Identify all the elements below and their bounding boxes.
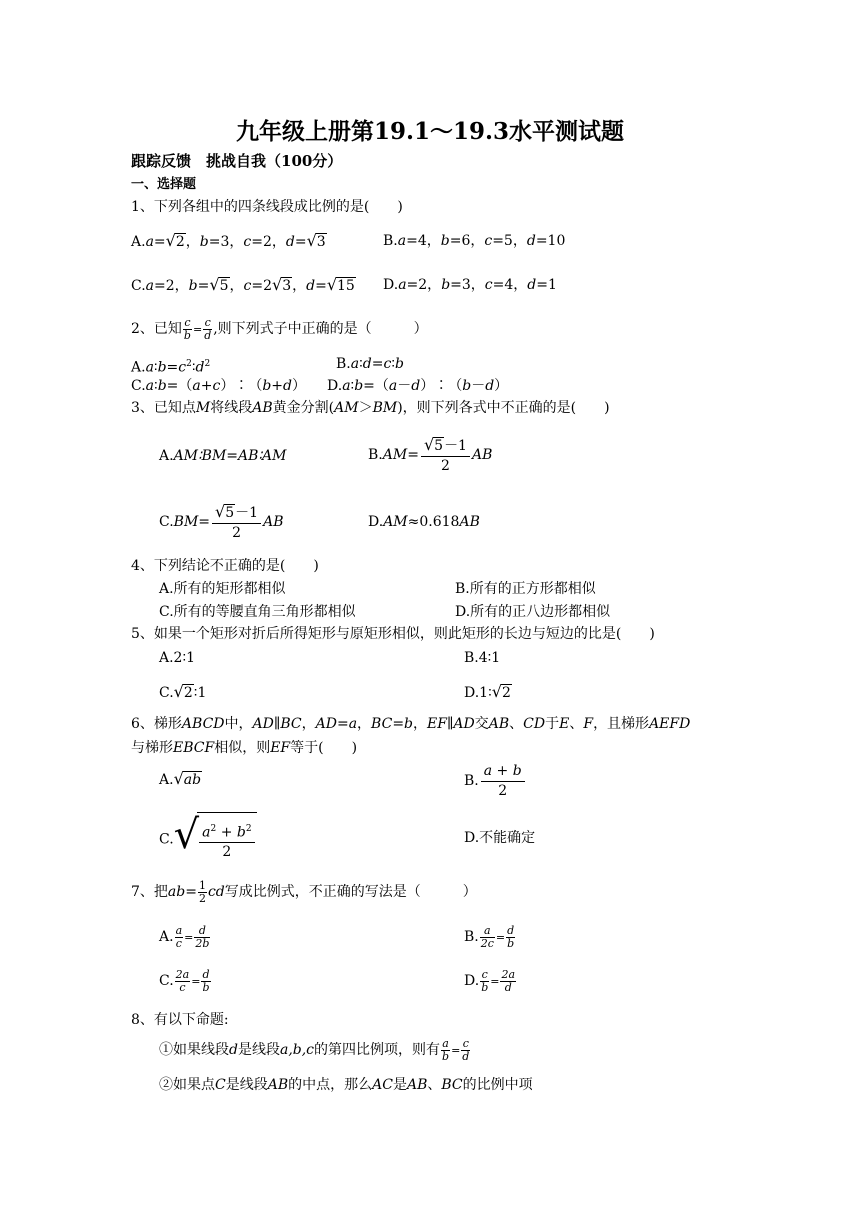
q1-option-c: C.a=2，b=√5，c=2√3，d=√15 xyxy=(131,275,355,294)
q5-option-d: D.1∶√2 xyxy=(464,682,511,701)
q4-option-b: B.所有的正方形都相似 xyxy=(455,581,596,597)
q6-option-b: B. $\frac{a + b}{2}$ xyxy=(464,758,527,804)
q5-option-c: C.√2∶1 xyxy=(159,682,207,701)
q6-option-d: D.不能确定 xyxy=(464,830,536,846)
fraction: $\frac{c}{b}$ xyxy=(183,315,191,342)
fraction: $\frac{a^2 + b^2}{2}$ xyxy=(199,820,254,863)
question-6-line-2: 与梯形EBCF相似，则EF等于( ) xyxy=(131,740,358,756)
section-heading: 一、选择题 xyxy=(131,177,197,192)
page-title: 九年级上册第19.1～19.3水平测试题 xyxy=(235,118,625,145)
question-1-stem: 1、下列各组中的四条线段成比例的是( ) xyxy=(131,199,403,215)
fraction: $\frac{1}{2}$ xyxy=(198,878,206,905)
sqrt-symbol: √ $\frac{a^2 + b^2}{2}$ xyxy=(174,812,257,867)
fraction: $\frac{c}{d}$ xyxy=(462,1036,470,1063)
fraction: $\frac{2a}{d}$ xyxy=(501,967,516,994)
fraction: $\frac{d}{2b}$ xyxy=(195,923,210,950)
fraction: $\frac{2a}{c}$ xyxy=(175,967,190,994)
q1-option-a: A.a=√2，b=3，c=2，d=√3 xyxy=(131,231,326,250)
q5-option-a: A.2∶1 xyxy=(159,650,196,666)
q6-option-c: C. √ $\frac{a^2 + b^2}{2}$ xyxy=(159,812,257,867)
fraction: $\frac{√5-1}{2}$ xyxy=(421,435,470,476)
question-3-stem: 3、已知点M将线段AB黄金分割(AM＞BM)，则下列各式中不正确的是( ) xyxy=(131,400,610,416)
sqrt-symbol: √ab xyxy=(173,769,202,788)
subtitle: 跟踪反馈 挑战自我（100分） xyxy=(131,152,343,170)
q1-option-d: D.a=2，b=3，c=4，d=1 xyxy=(383,277,557,293)
sqrt-symbol: √5 xyxy=(209,275,229,294)
q7-option-d: D. $\frac{c}{b}$ = $\frac{2a}{d}$ xyxy=(464,967,516,994)
fraction: $\frac{d}{b}$ xyxy=(507,923,515,950)
fraction: $\frac{c}{d}$ xyxy=(204,315,212,342)
q7-option-c: C. $\frac{2a}{c}$ = $\frac{d}{b}$ xyxy=(159,967,210,994)
q2-option-b: B.a∶d=c∶b xyxy=(336,356,404,372)
sqrt-symbol: √2 xyxy=(165,231,185,250)
fraction: $\frac{√5-1}{2}$ xyxy=(212,502,261,543)
sqrt-symbol: √15 xyxy=(326,275,355,294)
q6-option-a: A.√ab xyxy=(159,769,202,788)
q2-option-a: $A.a∶b=c^2∶d^2$ xyxy=(131,359,211,376)
question-5-stem: 5、如果一个矩形对折后所得矩形与原矩形相似，则此矩形的长边与短边的比是( ) xyxy=(131,626,655,642)
fraction: $\frac{c}{b}$ xyxy=(481,967,489,994)
fraction: $\frac{a + b}{2}$ xyxy=(481,762,525,801)
question-2-stem: 2、已知 $\frac{c}{b}$ = $\frac{c}{d}$ ,则下列式子中正确的是（ ） xyxy=(131,315,428,342)
question-4-stem: 4、下列结论不正确的是( ) xyxy=(131,558,319,574)
sqrt-symbol: √2 xyxy=(491,682,511,701)
q4-option-d: D.所有的正八边形都相似 xyxy=(455,604,611,620)
sqrt-symbol: √3 xyxy=(306,231,326,250)
fraction: $\frac{a}{b}$ xyxy=(442,1036,450,1063)
q7-option-a: A. $\frac{a}{c}$ = $\frac{d}{2b}$ xyxy=(159,923,210,950)
question-7-stem: 7、把ab= $\frac{1}{2}$ cd写成比例式，不正确的写法是（ ） xyxy=(131,878,477,905)
fraction: $\frac{a}{c}$ xyxy=(175,923,183,950)
q3-option-a: A.AM∶BM=AB∶AM xyxy=(159,448,287,464)
q4-option-c: C.所有的等腰直角三角形都相似 xyxy=(159,604,356,620)
q2-option-c: C.a∶b=（a+c）∶（b+d） xyxy=(131,378,306,394)
q3-option-d: D.AM≈0.618AB xyxy=(368,514,480,530)
q1-option-b: B.a=4，b=6，c=5，d=10 xyxy=(383,233,566,249)
fraction: $\frac{d}{b}$ xyxy=(202,967,210,994)
q4-option-a: A.所有的矩形都相似 xyxy=(159,581,286,597)
sqrt-symbol: √3 xyxy=(271,275,292,294)
q2-option-d: D.a∶b=（a－d）∶（b－d） xyxy=(327,378,509,394)
question-8-stem: 8、有以下命题: xyxy=(131,1012,229,1028)
q5-option-b: B.4∶1 xyxy=(464,650,501,666)
q3-option-b: B.AM= $\frac{√5-1}{2}$ AB xyxy=(368,434,493,474)
q8-proposition-2: ②如果点C是线段AB的中点，那么AC是AB、BC的比例中项 xyxy=(159,1077,533,1093)
sqrt-symbol: √2 xyxy=(173,682,193,701)
fraction: $\frac{a}{2c}$ xyxy=(480,923,494,950)
question-6-line-1: 6、梯形ABCD中，AD∥BC，AD=a，BC=b，EF∥AD交AB、CD于E、F，且梯形AEFD xyxy=(131,716,691,732)
q7-option-b: B. $\frac{a}{2c}$ = $\frac{d}{b}$ xyxy=(464,923,515,950)
q8-proposition-1: ①如果线段d是线段a,b,c的第四比例项，则有 $\frac{a}{b}$ = $\frac{c}{d}$ xyxy=(159,1036,470,1063)
q3-option-c: C.BM= $\frac{√5-1}{2}$ AB xyxy=(159,501,284,541)
